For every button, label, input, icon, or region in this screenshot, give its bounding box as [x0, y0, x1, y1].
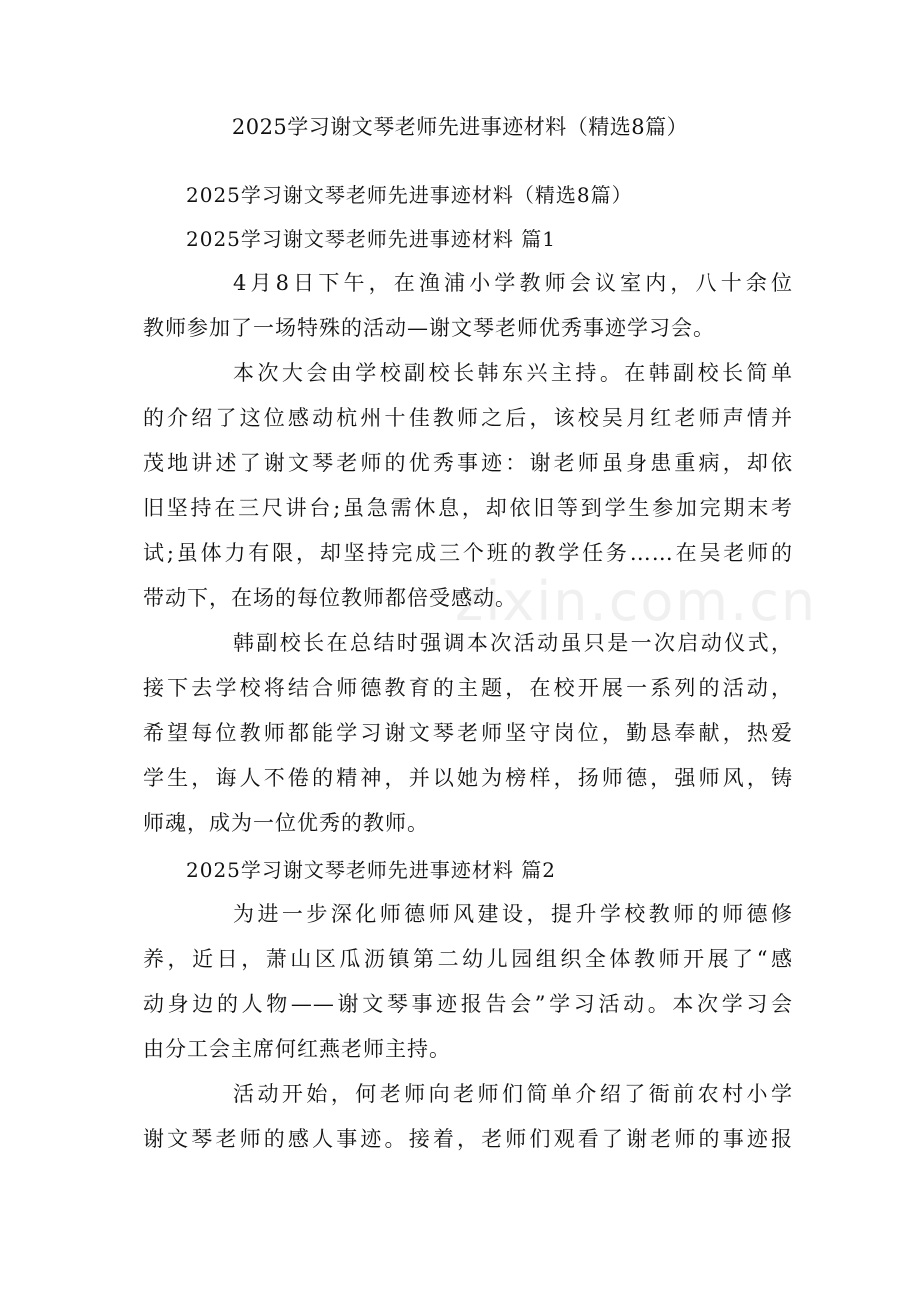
paragraph-line: 的介绍了这位感动杭州十佳教师之后，该校吴月红老师声情并: [143, 406, 793, 430]
paragraph-line: 带动下，在场的每位教师都倍受感动。: [143, 586, 517, 610]
document-subtitle: 2025学习谢文琴老师先进事迹材料（精选8篇）: [186, 183, 633, 207]
document-title: 2025学习谢文琴老师先进事迹材料（精选8篇）: [231, 115, 689, 139]
paragraph-line: 谢文琴老师的感人事迹。接着，老师们观看了谢老师的事迹报: [143, 1127, 793, 1151]
paragraph-line: 茂地讲述了谢文琴老师的优秀事迹：谢老师虽身患重病，却依: [143, 451, 793, 475]
section-heading-2: 2025学习谢文琴老师先进事迹材料 篇2: [186, 858, 556, 882]
paragraph-line: 为进一步深化师德师风建设，提升学校教师的师德修: [233, 902, 793, 926]
section-heading-1: 2025学习谢文琴老师先进事迹材料 篇1: [186, 227, 556, 251]
paragraph-line: 4月8日下午，在渔浦小学教师会议室内，八十余位: [233, 271, 793, 295]
paragraph-line: 活动开始，何老师向老师们简单介绍了衙前农村小学: [233, 1082, 793, 1106]
paragraph-line: 养，近日，萧山区瓜沥镇第二幼儿园组织全体教师开展了“感: [143, 947, 793, 971]
paragraph-line: 学生，诲人不倦的精神，并以她为榜样，扬师德，强师风，铸: [143, 766, 793, 790]
paragraph-line: 本次大会由学校副校长韩东兴主持。在韩副校长简单: [233, 361, 793, 385]
paragraph-line: 由分工会主席何红燕老师主持。: [143, 1037, 451, 1061]
paragraph-line: 试;虽体力有限，却坚持完成三个班的教学任务……在吴老师的: [143, 541, 793, 565]
paragraph-line: 希望每位教师都能学习谢文琴老师坚守岗位，勤恳奉献，热爱: [143, 721, 793, 745]
paragraph-line: 韩副校长在总结时强调本次活动虽只是一次启动仪式，: [233, 631, 793, 655]
paragraph-line: 教师参加了一场特殊的活动—谢文琴老师优秀事迹学习会。: [143, 316, 715, 340]
paragraph-line: 师魂，成为一位优秀的教师。: [143, 811, 429, 835]
paragraph-line: 动身边的人物——谢文琴事迹报告会”学习活动。本次学习会: [143, 992, 793, 1016]
paragraph-line: 旧坚持在三尺讲台;虽急需休息，却依旧等到学生参加完期末考: [143, 496, 793, 520]
paragraph-line: 接下去学校将结合师德教育的主题，在校开展一系列的活动，: [143, 676, 793, 700]
watermark: zixin.com.cn: [455, 570, 818, 633]
